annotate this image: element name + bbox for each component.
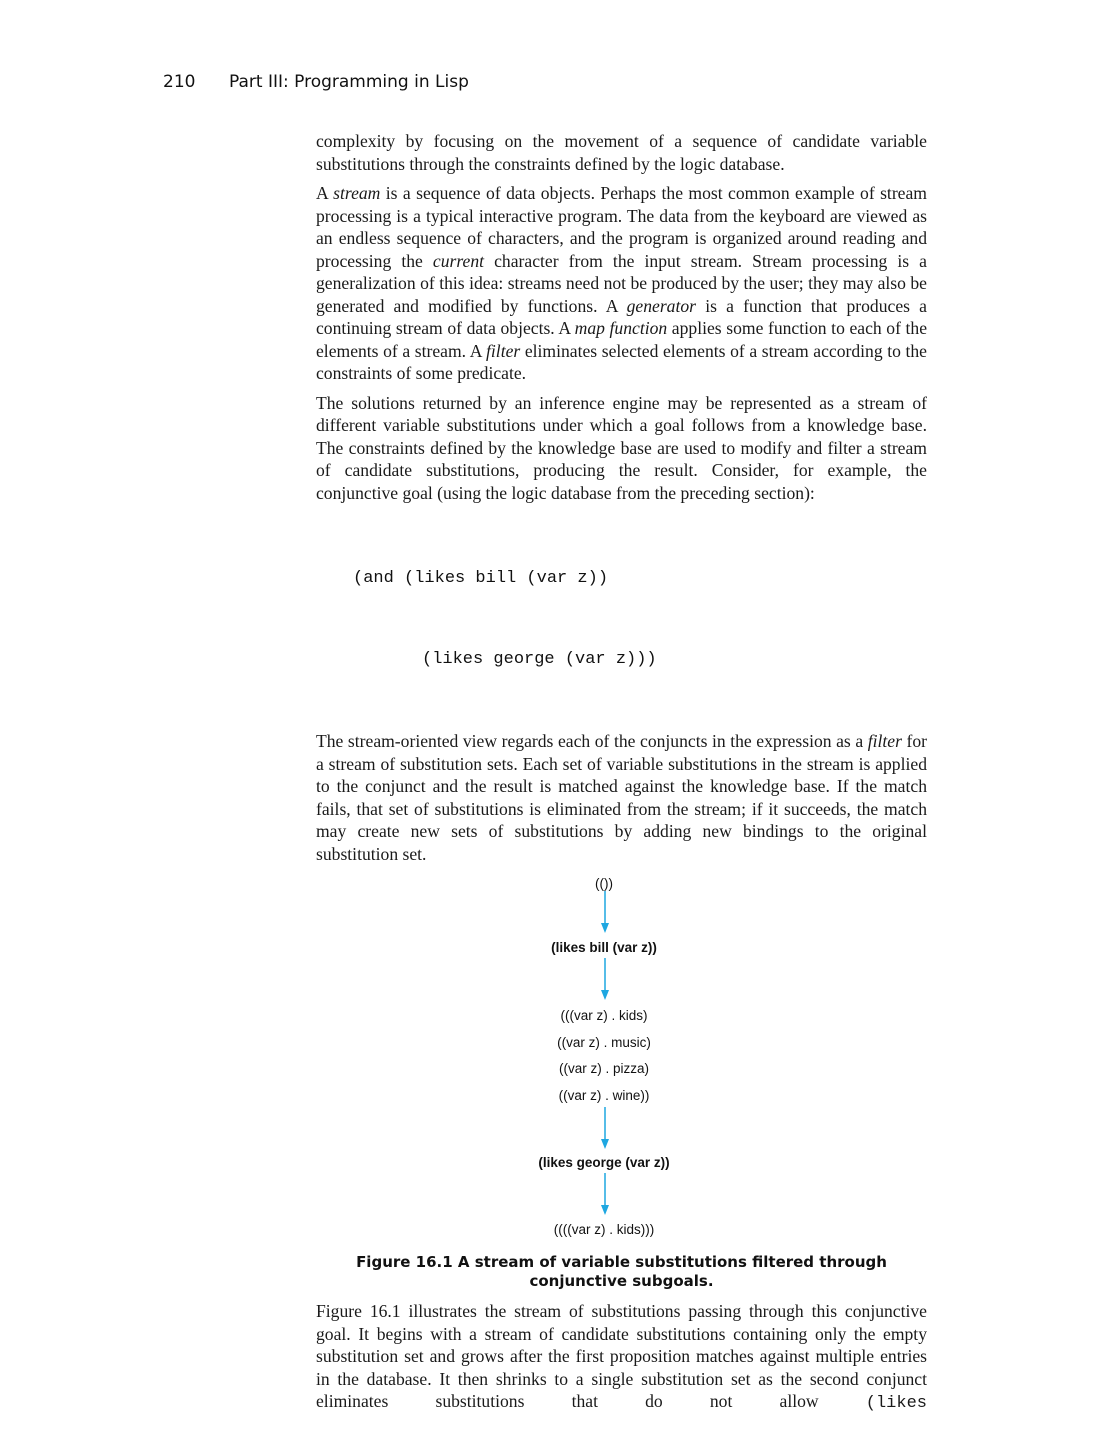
running-head xyxy=(163,72,469,92)
paragraph-continuation: complexity by focusing on the movement of a sequence of candidate variable substitutions through the constraints defined by the logic database. xyxy=(316,131,927,174)
emphasis-filter: filter xyxy=(486,340,521,361)
substitution-set: ((var z) . wine)) xyxy=(558,1088,650,1103)
text-column xyxy=(316,130,927,1423)
text-run: is a sequence of data objects. Perhaps the most common example of stream processing is a typical interactive program. The data from the keyboard are viewed as an endless sequence of characters, and the program is organized around reading and processing the xyxy=(316,183,927,271)
running-title: Part III: Programming in Lisp xyxy=(229,72,469,92)
text-run: eliminates selected elements of a stream according to the constraints of some predicate. xyxy=(316,340,927,383)
emphasis-current: current xyxy=(432,250,485,271)
paragraph-figure-explanation xyxy=(316,1300,927,1416)
text-run: character from the input stream. Stream processing is a generalization of this idea: streams need not be produced by the user; they may also be generated and modified by functions. A xyxy=(316,250,927,316)
code-block-conjunctive-goal xyxy=(316,511,927,727)
down-arrow-icon xyxy=(601,1107,609,1149)
code-line: (likes george (var z))) xyxy=(422,650,657,669)
initial-stream-label: (()) xyxy=(595,876,613,891)
text-run: Figure 16.1 illustrates the stream of substitutions passing through this conjunctive goal. It begins with a stream of candidate substitutions containing only the empty substitution set and grows after the first proposition matches against multiple entries in the database. It then shrinks to a single substitution set as the second conjunct eliminates substitutions that do not allow xyxy=(316,1301,927,1411)
filter-likes-bill-label: (likes bill (var z)) xyxy=(551,940,657,955)
final-stream-label: ((((var z) . kids))) xyxy=(553,1222,655,1237)
emphasis-map-function: map function xyxy=(574,318,668,338)
substitution-set: (((var z) . kids) xyxy=(560,1008,648,1023)
text-run: The stream-oriented view regards each of the conjuncts in the expression as a xyxy=(316,731,868,751)
emphasis-generator: generator xyxy=(626,295,697,316)
code-line: (and (likes bill (var z)) xyxy=(353,569,609,588)
paragraph-stream-definition xyxy=(316,182,927,385)
paragraph-inference-engine: The solutions returned by an inference engine may be represented as a stream of different variable substitutions under which a goal follows from a knowledge base. The constraints defined by the knowledge base are used to modify and filter a stream of candidate substitutions, producing the result. Consider, for example, the conjunctive goal (using the logic database from the preceding section): xyxy=(316,392,927,503)
down-arrow-icon xyxy=(601,1173,609,1215)
text-run: is a function that produces a continuing stream of data objects. A xyxy=(316,295,927,338)
page-number: 210 xyxy=(163,72,196,92)
substitution-set: ((var z) . pizza) xyxy=(558,1061,649,1076)
filter-likes-george-label: (likes george (var z)) xyxy=(538,1155,670,1170)
substitution-set: ((var z) . music) xyxy=(557,1035,651,1050)
emphasis-filter: filter xyxy=(867,731,902,751)
figure-caption xyxy=(316,1253,927,1291)
text-run: for a stream of substitution sets. Each set of variable substitutions in the stream is applied to the conjunct and the result is matched against the knowledge base. If the match fails, that set of substitutions is eliminated from the stream; if it succeeds, the match may create new sets of substitutions by adding new bindings to the original substitution set. xyxy=(316,731,927,864)
down-arrow-icon xyxy=(601,958,609,1000)
caption-line: Figure 16.1 A stream of variable substitutions filtered through xyxy=(356,1253,887,1271)
text-run: applies some function to each of the elements of a stream. A xyxy=(316,318,928,361)
figure-16-1-diagram xyxy=(316,865,927,1245)
inline-code: (likes xyxy=(865,1394,927,1413)
caption-line: conjunctive subgoals. xyxy=(529,1272,714,1290)
emphasis-stream: stream xyxy=(333,183,381,203)
text-run: A xyxy=(316,183,334,203)
down-arrow-icon xyxy=(601,891,609,933)
paragraph-stream-oriented-view xyxy=(316,730,927,865)
